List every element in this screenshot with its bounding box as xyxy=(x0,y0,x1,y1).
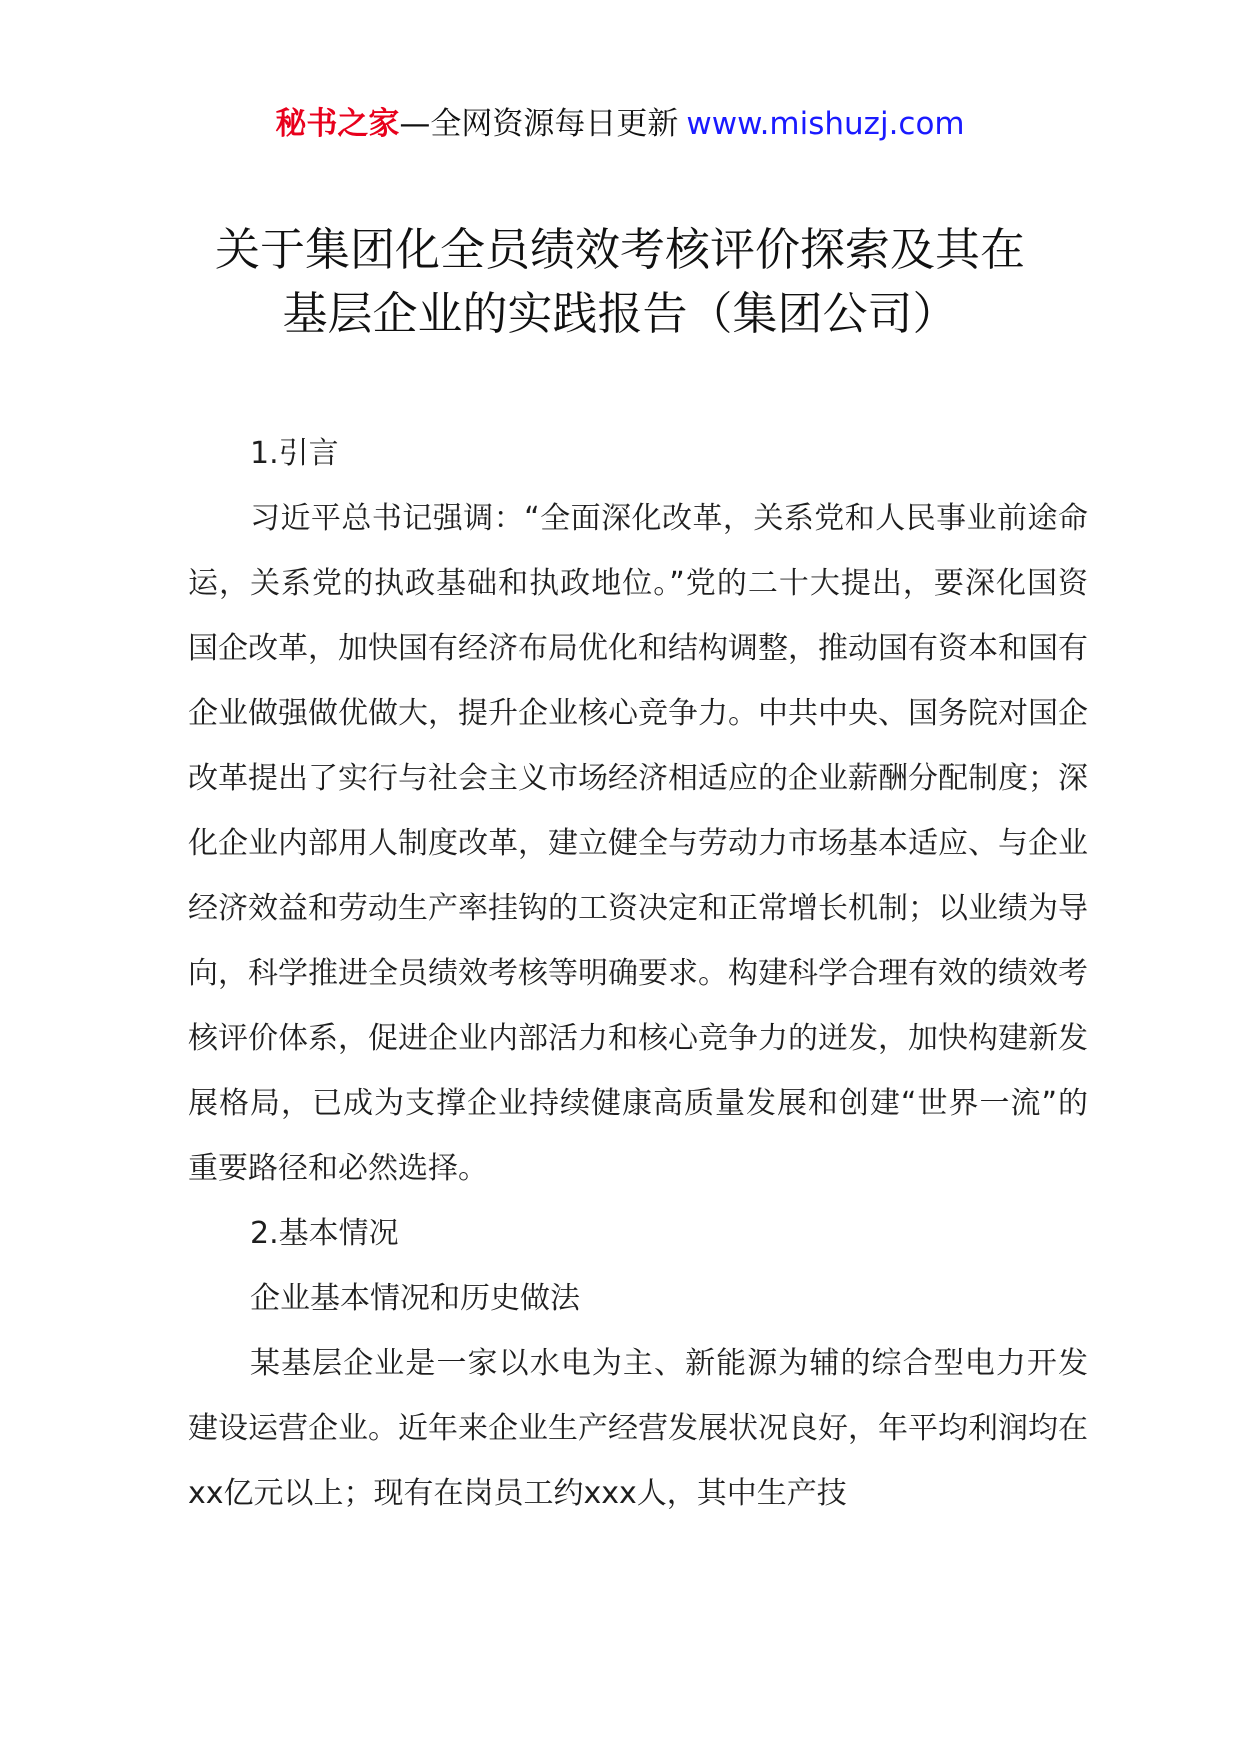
header-tagline: —全网资源每日更新 xyxy=(399,106,679,142)
paragraph-enterprise-overview: 某基层企业是一家以水电为主、新能源为辅的综合型电力开发建设运营企业。近年来企业生产经营发展状况良好，年平均利润均在xx亿元以上；现有在岗员工约xxx人，其中生产技 xyxy=(188,1346,1088,1511)
document-body xyxy=(188,421,1088,1526)
section-heading-introduction: 1.引言 xyxy=(250,436,339,471)
brand-name: 秘书之家 xyxy=(275,106,400,142)
title-line-1: 关于集团化全员绩效考核评价探索及其在 xyxy=(214,223,1025,276)
title-line-2: 基层企业的实践报告（集团公司） xyxy=(282,287,958,340)
section-heading-basic-situation: 2.基本情况 xyxy=(250,1216,399,1251)
site-header xyxy=(0,100,1240,148)
document-title xyxy=(120,218,1120,346)
paragraph-introduction: 习近平总书记强调：“全面深化改革，关系党和人民事业前途命运，关系党的执政基础和执政地位。”党的二十大提出，要深化国资国企改革，加快国有经济布局优化和结构调整，推动国有资本和国有企业做强做优做大，提升企业核心竞争力。中共中央、国务院对国企改革提出了实行与社会主义市场经济相适应的企业薪酬分配制度；深化企业内部用人制度改革，建立健全与劳动力市场基本适应、与企业经济效益和劳动生产率挂钩的工资决定和正常增长机制；以业绩为导向，科学推进全员绩效考核等明确要求。构建科学合理有效的绩效考核评价体系，促进企业内部活力和核心竞争力的迸发，加快构建新发展格局，已成为支撑企业持续健康高质量发展和创建“世界一流”的重要路径和必然选择。 xyxy=(188,501,1088,1186)
subsection-heading-enterprise-history: 企业基本情况和历史做法 xyxy=(250,1281,580,1316)
site-url: www.mishuzj.com xyxy=(686,106,965,142)
